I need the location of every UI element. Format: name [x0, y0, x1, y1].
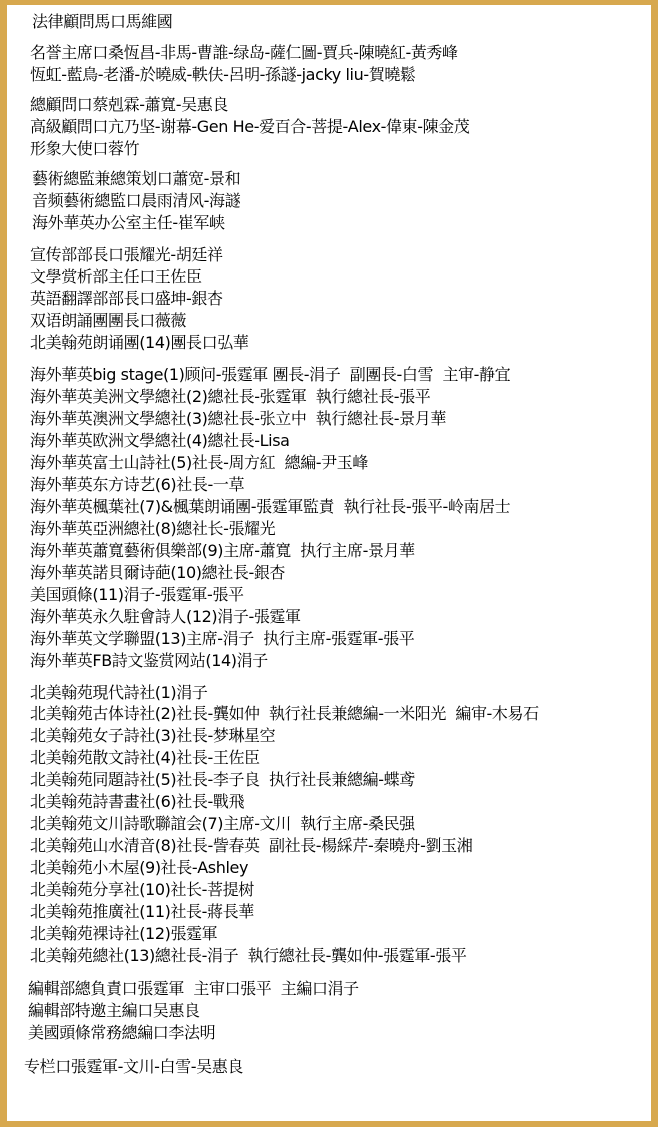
text-line: 海外華英欧洲文學總社(4)總社長-Lisa — [30, 431, 290, 450]
text-line: 北美翰苑分享社(10)社长-菩提树 — [30, 880, 254, 899]
text-line: 形象大使口蓉竹 — [30, 139, 140, 158]
text-line: 海外華英亞洲總社(8)總社长-張耀光 — [30, 519, 276, 538]
text-line: 海外華英蕭寬藝術俱樂部(9)主席-蕭寬 执行主席-景月華 — [30, 541, 415, 560]
text-line: 英語翻譯部部長口盛坤-銀杏 — [30, 289, 223, 308]
text-line: 北美翰苑同題詩社(5)社長-李子良 执行社長兼總編-蝶鸢 — [30, 770, 415, 789]
text-line: 双语朗誦團團長口薇薇 — [30, 311, 187, 330]
text-line: 海外華英楓葉社(7)&楓葉朗诵團-張霆軍監責 執行社長-張平-岭南居士 — [30, 497, 511, 516]
text-line: 宣传部部長口張耀光-胡廷祥 — [30, 245, 223, 264]
text-line: 音频藝術總監口晨雨清风-海譢 — [32, 191, 241, 210]
text-line: 高級顧問口亢乃坚-谢幕-Gen He-爱百合-菩提-Alex-偉東-陳金茂 — [30, 117, 470, 136]
text-line: 北美翰苑山水清音(8)社長-訾春英 副社長-楊綵芹-秦曉舟-劉玉湘 — [30, 836, 473, 855]
text-line: 北美翰苑古体诗社(2)社長-龔如仲 執行社長兼總編-一米阳光 編审-木易石 — [30, 704, 539, 723]
text-line: 海外華英FB詩文鉴赏网站(14)涓子 — [30, 651, 268, 670]
text-line: 海外華英办公室主任-崔军峡 — [32, 213, 225, 232]
text-line: 北美翰苑文川詩歌聯誼会(7)主席-文川 執行主席-桑民强 — [30, 814, 415, 833]
text-line: 北美翰苑總社(13)總社長-涓子 執行總社長-龔如仲-張霆軍-張平 — [30, 946, 467, 965]
text-line: 海外華英文学聯盟(13)主席-涓子 执行主席-張霆軍-張平 — [30, 629, 415, 648]
text-line: 北美翰苑推廣社(11)社長-蔣長華 — [30, 902, 254, 921]
text-line: 北美翰苑現代詩社(1)涓子 — [30, 683, 208, 702]
text-line: 北美翰苑女子詩社(3)社長-梦琳星空 — [30, 726, 276, 745]
text-line: 藝術總監兼總策划口蕭宽-景和 — [32, 169, 241, 188]
text-line: 美國頭條常務總編口李法明 — [28, 1023, 216, 1042]
text-line: 海外華英东方诗艺(6)社長-一草 — [30, 475, 245, 494]
text-line: 美国頭條(11)涓子-張霆軍-張平 — [30, 585, 244, 604]
text-line: 北美翰苑散文詩社(4)社長-王佐臣 — [30, 748, 260, 767]
text-line: 名誉主席口桑恆昌-非馬-曹誰-绿岛-薩仁圖-賈兵-陳曉紅-黃秀峰 — [30, 43, 458, 62]
text-line: 北美翰苑詩書畫社(6)社長-戰飛 — [30, 792, 245, 811]
text-line: 北美翰苑朗诵團(14)團長口弘華 — [30, 333, 249, 352]
text-line: 海外華英諾貝爾诗葩(10)總社長-銀杏 — [30, 563, 286, 582]
text-line: 海外華英big stage(1)顾问-張霆軍 團長-涓子 副團長-白雪 主审-静宜 — [30, 365, 511, 384]
text-line: 文學赏析部主任口王佐臣 — [30, 267, 202, 286]
text-line: 總顧問口蔡剋霖-蕭寬-吴惠良 — [30, 95, 228, 114]
text-line: 編輯部總負責口張霆軍 主审口張平 主編口涓子 — [28, 979, 359, 998]
text-line: 海外華英富士山詩社(5)社長-周方紅 總編-尹玉峰 — [30, 453, 368, 472]
text-line: 北美翰苑小木屋(9)社長-Ashley — [30, 858, 249, 877]
text-line: 編輯部特邀主編口吴惠良 — [28, 1001, 200, 1020]
document-title: 法律顧問馬口馬維國 — [32, 12, 173, 31]
text-line: 海外華英美洲文學總社(2)總社長-张霆軍 執行總社長-張平 — [30, 387, 431, 406]
text-line: 专栏口張霆軍-文川-白雪-吴惠良 — [24, 1057, 243, 1076]
text-line: 海外華英永久駐會詩人(12)涓子-張霆軍 — [30, 607, 301, 626]
text-line: 北美翰苑裸诗社(12)張霆軍 — [30, 924, 218, 943]
text-line: 海外華英澳洲文學總社(3)總社長-张立中 執行總社長-景月華 — [30, 409, 446, 428]
text-line: 恆虹-藍鳥-老潘-於曉威-軼伕-呂明-孫譢-jacky liu-賀曉鬆 — [30, 65, 416, 84]
